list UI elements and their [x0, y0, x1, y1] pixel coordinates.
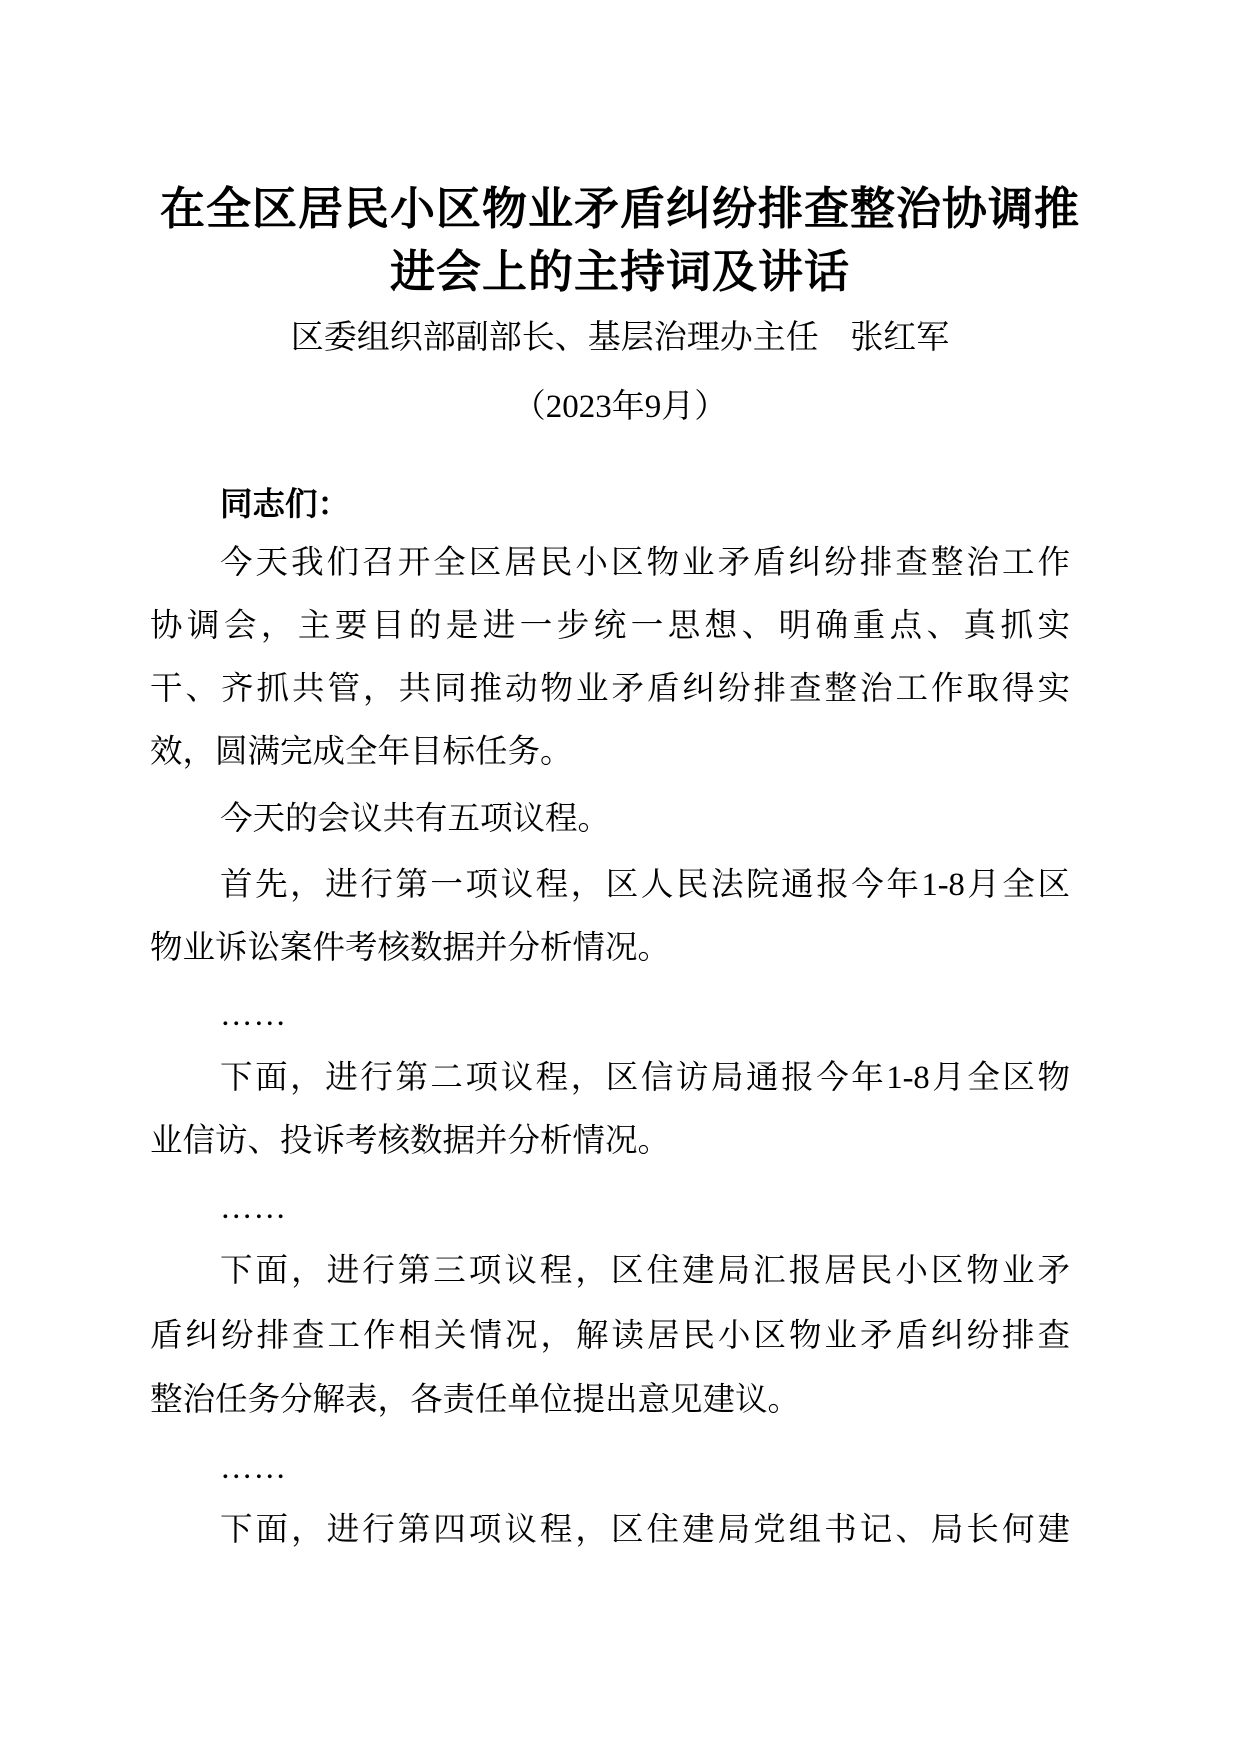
document-title-line-1: 在全区居民小区物业矛盾纠纷排查整治协调推	[159, 182, 1080, 235]
paragraph-4-text-b: 月全区物	[929, 1058, 1070, 1096]
paragraph-5-line-3: 整治任务分解表，各责任单位提出意见建议。	[150, 1380, 801, 1418]
paragraph-3-line-1	[220, 862, 1070, 907]
paragraph-3-text-b: 月全区	[964, 865, 1070, 903]
paragraph-2: 今天的会议共有五项议程。	[220, 799, 611, 837]
salutation: 同志们：	[220, 485, 351, 523]
paragraph-5-line-2: 盾纠纷排查工作相关情况，解读居民小区物业矛盾纠纷排查	[150, 1316, 1070, 1354]
paragraph-1-line-3: 干、齐抓共管，共同推动物业矛盾纠纷排查整治工作取得实	[150, 669, 1070, 707]
ellipsis-2: ……	[220, 1190, 287, 1226]
paragraph-1-line-4: 效，圆满完成全年目标任务。	[150, 732, 573, 770]
date-line: （2023年9月）	[512, 389, 728, 425]
paragraph-3-text-a: 首先，进行第一项议程，区人民法院通报今年	[220, 865, 922, 903]
paragraph-4-month-range: 1-8	[886, 1060, 930, 1096]
paragraph-4-line-1	[220, 1055, 1070, 1100]
paragraph-5-line-1: 下面，进行第三项议程，区住建局汇报居民小区物业矛	[220, 1251, 1070, 1289]
document-title-line-2: 进会上的主持词及讲话	[389, 245, 850, 298]
paragraph-3-line-2: 物业诉讼案件考核数据并分析情况。	[150, 928, 671, 966]
ellipsis-3: ……	[220, 1450, 287, 1486]
paragraph-6-line-1: 下面，进行第四项议程，区住建局党组书记、局长何建	[220, 1510, 1070, 1548]
author-line: 区委组织部副部长、基层治理办主任 张红军	[290, 317, 950, 356]
paragraph-1-line-2: 协调会，主要目的是进一步统一思想、明确重点、真抓实	[150, 606, 1070, 644]
paragraph-4-line-2: 业信访、投诉考核数据并分析情况。	[150, 1121, 671, 1159]
paragraph-1-line-1: 今天我们召开全区居民小区物业矛盾纠纷排查整治工作	[220, 543, 1070, 581]
ellipsis-1: ……	[220, 997, 287, 1033]
paragraph-3-month-range: 1-8	[921, 867, 965, 903]
paragraph-4-text-a: 下面，进行第二项议程，区信访局通报今年	[220, 1058, 887, 1096]
